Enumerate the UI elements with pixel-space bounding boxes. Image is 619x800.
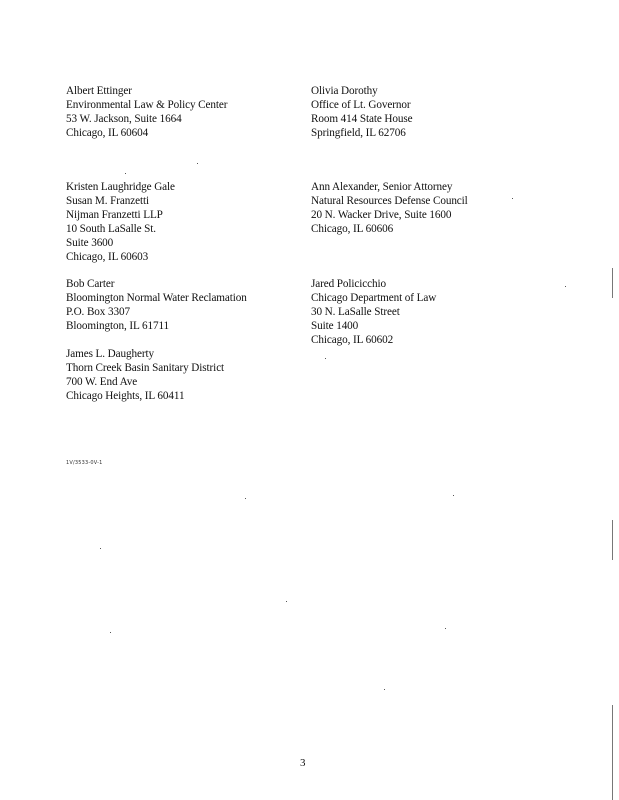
scan-speck bbox=[245, 498, 246, 499]
address-line: Bloomington, IL 61711 bbox=[66, 320, 170, 332]
address-block-policicchio bbox=[311, 277, 436, 347]
scan-speck bbox=[100, 548, 101, 549]
address-block-alexander bbox=[311, 180, 468, 236]
document-id: 1V/3533-0V-1 bbox=[66, 460, 103, 466]
address-line: P.O. Box 3307 bbox=[66, 306, 130, 318]
address-line: Chicago Department of Law bbox=[311, 292, 437, 304]
page-number: 3 bbox=[300, 757, 306, 769]
address-line: Suite 1400 bbox=[311, 320, 359, 332]
scan-edge-line bbox=[612, 705, 613, 800]
address-line: Susan M. Franzetti bbox=[66, 195, 150, 207]
address-line: Nijman Franzetti LLP bbox=[66, 209, 163, 221]
address-block-daugherty bbox=[66, 347, 224, 403]
address-line: Natural Resources Defense Council bbox=[311, 195, 468, 207]
address-line: Albert Ettinger bbox=[66, 85, 132, 97]
address-line: Suite 3600 bbox=[66, 237, 114, 249]
address-line: Bloomington Normal Water Reclamation bbox=[66, 292, 247, 304]
address-line: 700 W. End Ave bbox=[66, 376, 138, 388]
address-block-gale-franzetti bbox=[66, 180, 175, 264]
address-line: Springfield, IL 62706 bbox=[311, 127, 406, 139]
scan-speck bbox=[325, 358, 326, 359]
scan-edge-line bbox=[612, 268, 613, 298]
address-line: Chicago, IL 60604 bbox=[66, 127, 149, 139]
address-line: Olivia Dorothy bbox=[311, 85, 378, 97]
address-line: Thorn Creek Basin Sanitary District bbox=[66, 362, 225, 374]
address-block-dorothy bbox=[311, 84, 412, 140]
address-line: Ann Alexander, Senior Attorney bbox=[311, 181, 453, 193]
address-line: Room 414 State House bbox=[311, 113, 413, 125]
scan-speck bbox=[125, 173, 126, 174]
scan-speck bbox=[445, 628, 446, 629]
address-line: 53 W. Jackson, Suite 1664 bbox=[66, 113, 182, 125]
scan-speck bbox=[565, 286, 566, 287]
address-line: Chicago, IL 60606 bbox=[311, 223, 394, 235]
address-line: Chicago, IL 60603 bbox=[66, 251, 149, 263]
address-line: 20 N. Wacker Drive, Suite 1600 bbox=[311, 209, 452, 221]
address-line: James L. Daugherty bbox=[66, 348, 154, 360]
address-line: Jared Policicchio bbox=[311, 278, 387, 290]
scan-speck bbox=[110, 632, 111, 633]
address-line: 10 South LaSalle St. bbox=[66, 223, 156, 235]
scan-speck bbox=[512, 198, 513, 199]
address-line: 30 N. LaSalle Street bbox=[311, 306, 400, 318]
address-line: Environmental Law & Policy Center bbox=[66, 99, 228, 111]
address-line: Chicago, IL 60602 bbox=[311, 334, 394, 346]
address-block-carter bbox=[66, 277, 247, 333]
address-block-ettinger bbox=[66, 84, 227, 140]
address-line: Office of Lt. Governor bbox=[311, 99, 411, 111]
address-line: Chicago Heights, IL 60411 bbox=[66, 390, 185, 402]
scan-speck bbox=[286, 601, 287, 602]
scan-speck bbox=[453, 495, 454, 496]
scan-speck bbox=[384, 689, 385, 690]
scan-edge-line bbox=[612, 520, 613, 560]
scan-speck bbox=[197, 163, 198, 164]
address-line: Bob Carter bbox=[66, 278, 115, 290]
address-line: Kristen Laughridge Gale bbox=[66, 181, 175, 193]
